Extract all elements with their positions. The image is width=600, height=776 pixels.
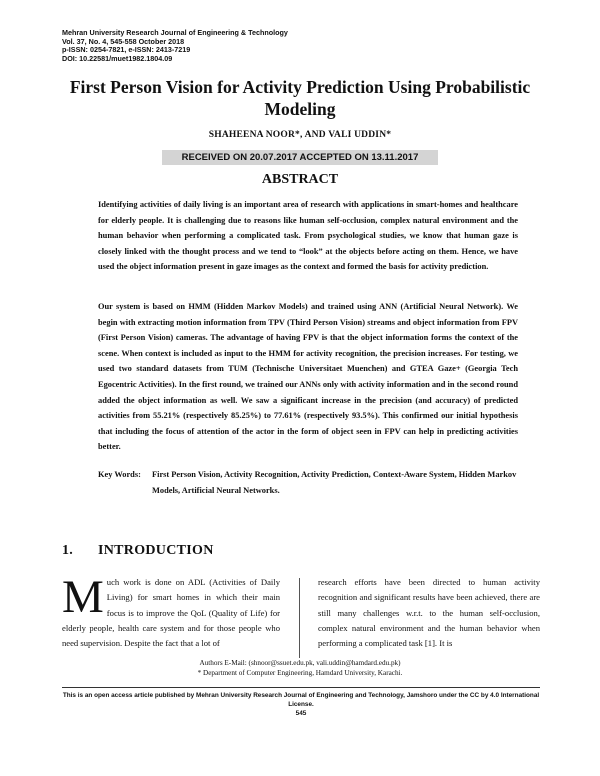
footnotes (0, 658, 600, 678)
section-heading-introduction (62, 543, 214, 559)
author-emails: Authors E-Mail: (shnoor@ssuet.edu.pk, vali.uddin@hamdard.edu.pk) (199, 659, 401, 667)
abstract-paragraph-1: Identifying activities of daily living is an important area of research with applications in smart-homes and healthcare for elderly people. It is challenging due to reasons like human self-occlusion, complex natural environment and the human behavior when performing a complicated task. From psychological studies, we know that human gaze is closely linked with the thought process and we tend to “look” at the objects before acting on them. Hence, we have used the object information present in gaze images as the context and formed the basis for activity prediction. (98, 200, 518, 272)
license-text: This is an open access article published by Mehran University Research Journal of Engineering and Technology, Jamshoro under the CC by 4.0 International License. (62, 692, 540, 708)
intro-left-text: uch work is done on ADL (Activities of Daily Living) for smart homes in which their main focus is to improve the QoL (Quality of Life) for elderly people, health care system and for those people who need supervision. Despite the fact that a lot of (62, 577, 280, 649)
section-title: INTRODUCTION (98, 543, 214, 558)
section-number: 1. (62, 543, 74, 558)
drop-cap: M (62, 571, 104, 623)
abstract-heading: ABSTRACT (261, 172, 339, 187)
page-number: 545 (295, 710, 307, 717)
footer-rule (62, 687, 540, 688)
intro-right-column: research efforts have been directed to human activity recognition and significant results have been achieved, there are still many challenges w.r.t. to the human self-occlusion, complex natural environment and the human behavior when performing a complicated task [1]. It is (318, 577, 540, 649)
keywords-text: First Person Vision, Activity Recognition, Activity Prediction, Context-Aware System, Hidden Markov Models, Artificial Neural Networks. (152, 470, 517, 495)
issn-info: p-ISSN: 0254-7821, e-ISSN: 2413-7219 (62, 45, 191, 55)
abstract-paragraph-2: Our system is based on HMM (Hidden Markov Models) and trained using ANN (Artificial Neural Network). We begin with extracting motion information from TPV (Third Person Vision) streams and object information from FPV (First Person Vision) cameras. The advantage of having FPV is that the object information forms the context of the scene. When context is included as input to the HMM for activity recognition, the precision increases. For testing, we used two standard datasets from TUM (Technische Universitaet Muenchen) and GTEA Gaze+ (Georgia Tech Egocentric Activities). In the first round, we trained our ANNs only with activity information and in the second round added the object information as well. We saw a significant increase in the precision (and accuracy) of predicted activities from 55.21% (respectively 85.25%) to 77.61% (respectively 93.5%). This confirmed our initial hypothesis that including the focus of attention of the actor in the form of object seen in FPV can help in predicting activities better. (98, 302, 518, 452)
journal-name: Mehran University Research Journal of Engineering & Technology (62, 28, 288, 37)
intro-left-column (62, 571, 280, 651)
journal-header (62, 29, 288, 63)
author-affiliation: * Department of Computer Engineering, Hamdard University, Karachi. (197, 669, 403, 677)
received-dates-banner: RECEIVED ON 20.07.2017 ACCEPTED ON 13.11.2017 (162, 150, 438, 165)
column-divider (299, 578, 300, 658)
keywords-label: Key Words: (98, 470, 141, 479)
keywords-block (98, 467, 518, 498)
license-footer (62, 691, 540, 718)
paper-title: First Person Vision for Activity Prediction Using Probabilistic Modeling (69, 77, 531, 119)
volume-info: Vol. 37, No. 4, 545-558 October 2018 (62, 36, 185, 46)
doi-info: DOI: 10.22581/muet1982.1804.09 (62, 53, 173, 63)
author-list: SHAHEENA NOOR*, AND VALI UDDIN* (208, 130, 392, 140)
